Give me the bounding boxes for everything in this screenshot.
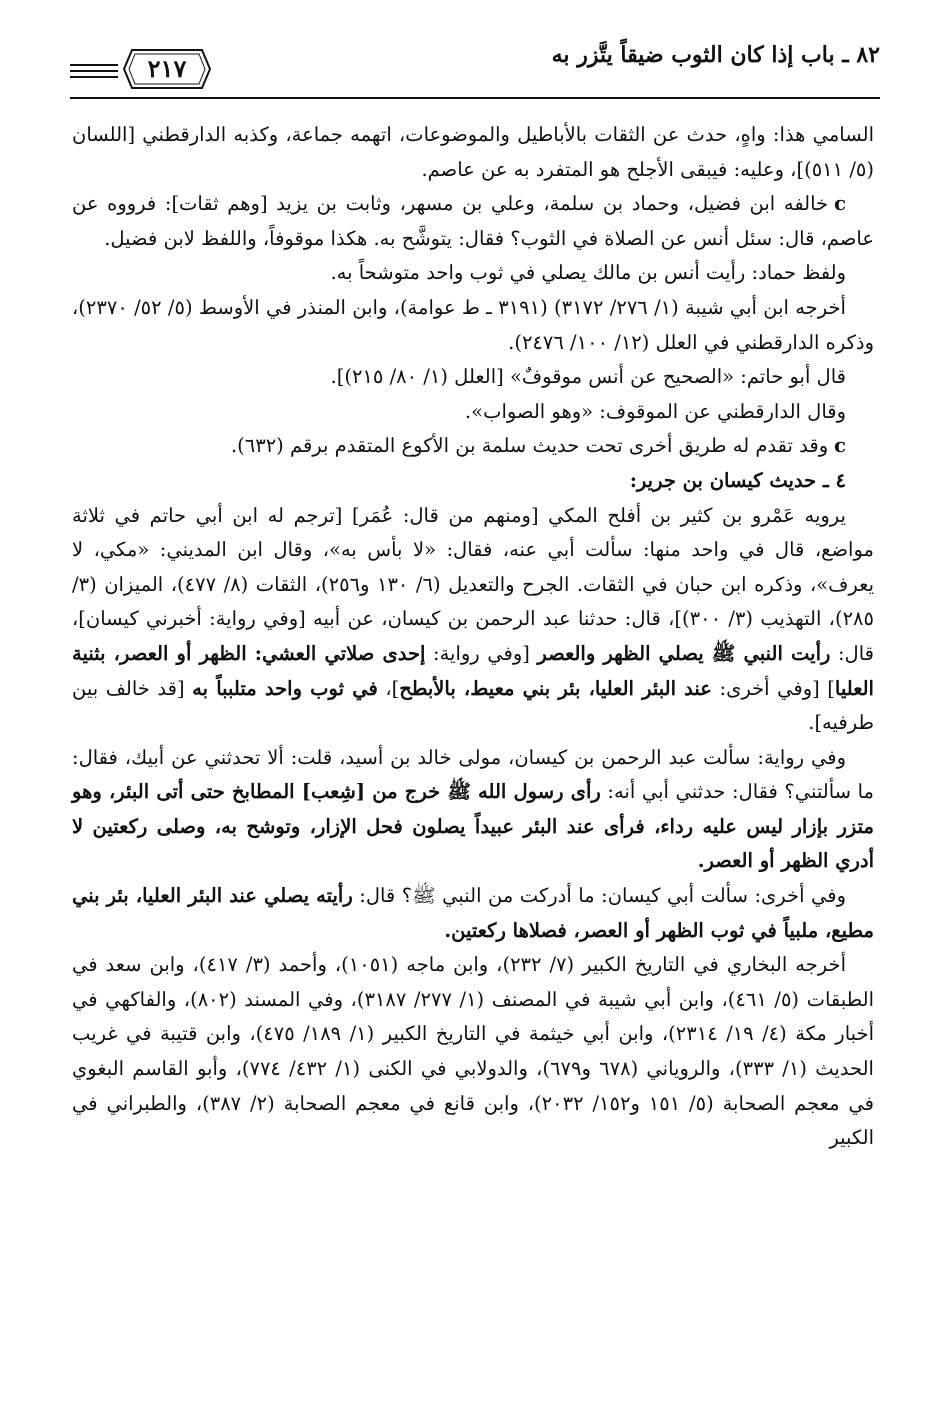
hadith-text: رأيته يصلي عند البئر العليا، بئر بني مطيع، ملبياً في ثوب الظهر أو العصر، فصلاها ركعتين. — [72, 884, 874, 942]
paragraph-text: أخرجه ابن أبي شيبة (١/ ٢٧٦/ ٣١٧٢) (٣١٩١ ـ ط عوامة)، وابن المنذر في الأوسط (٥/ ٥٢/ ٢٣٧٠)، وذكره الدارقطني في العلل (١٢/ ١٠٠/ ٢٤٧٦). — [72, 295, 874, 354]
note-marker-icon: c — [834, 434, 846, 458]
paragraph-text: السامي هذا: واهٍ، حدث عن الثقات بالأباطيل والموضوعات، اتهمه جماعة، وكذبه الدارقطني [اللسان (٥/ ٥١١)]، وعليه: فيبقى الأجلح هو المتفرد به عن عاصم. — [72, 123, 874, 181]
paragraph-text: [قد خالف بين طرفيه]. — [72, 676, 874, 735]
paragraph-text: وقد تقدم له طريق أخرى تحت حديث سلمة بن الأكوع المتقدم برقم (٦٣٢). — [230, 434, 829, 458]
paragraph — [72, 395, 874, 430]
paragraph-text: وقال الدارقطني عن الموقوف: «وهو الصواب». — [464, 399, 846, 423]
paragraph-text: أخرجه البخاري في التاريخ الكبير (٧/ ٢٣٢)، وابن ماجه (١٠٥١)، وأحمد (٣/ ٤١٧)، وابن سعد في الطبقات (٥/ ٤٦١)، وابن أبي شيبة في المصنف (١/ ٢٧٧/ ٣١٨٧)، وفي المسند (٨٠٢)، والفاكهي في أخبار مكة (٤/ ١٩/ ٢٣١٤)، وابن أبي خيثمة في التاريخ الكبير (١/ ١٨٩/ ٤٧٥)، وابن قتيبة في غريب الحديث (١/ ٣٣٣)، والروياني (٦٧٨ و٦٧٩)، والدولابي في الكنى (١/ ٤٣٢/ ٧٧٤)، وأبو القاسم البغوي في معجم الصحابة (٥/ ١٥١ و١٥٢/ ٢٠٣٢)، وابن قانع في معجم الصحابة (٢/ ٣٨٧)، والطبراني في الكبير — [72, 953, 875, 1150]
paragraph-text: [وفي رواية: — [425, 641, 538, 665]
paragraph-text: وفي أخرى: سألت أبي كيسان: ما أدركت من النبي ﷺ؟ قال: — [352, 884, 847, 908]
paragraph-text: وفي رواية: سألت عبد الرحمن بن كيسان، مولى خالد بن أسيد، قلت: ألا تحدثني عن أبيك، فقال: ما سألتني؟ فقال: حدثني أبي أنه: — [72, 745, 874, 804]
paragraph — [72, 879, 874, 948]
note-marker-icon: c — [834, 192, 846, 216]
hadith-text: عند البئر العليا، بئر بني معيط، بالأبطح — [399, 676, 712, 700]
page-number-frame — [122, 48, 212, 90]
page-number-ornament — [70, 48, 220, 92]
paragraph — [72, 499, 874, 741]
paragraph-text: ]، — [377, 676, 400, 700]
paragraph — [72, 256, 874, 291]
hadith-text: إحدى صلاتي العشي: الظهر أو العصر، بثنية العليا — [72, 641, 874, 700]
paragraph — [72, 948, 874, 1156]
hadith-text: رأى رسول الله ﷺ خرج من [شِعب] المطابخ حتى أتى البئر، وهو متزر بإزار ليس عليه رداء، فرأى عند البئر عبيداً يصلون فحل الإزار، وتوشح به، وصلى ركعتين لا أدري الظهر أو العصر. — [72, 780, 874, 873]
main-text — [72, 118, 874, 1156]
paragraph — [72, 187, 874, 256]
hadith-text: رأيت النبي ﷺ يصلي الظهر والعصر — [537, 641, 831, 665]
paragraph — [72, 741, 874, 879]
paragraph — [72, 360, 874, 395]
hadith-text: في ثوب واحد متلبباً به — [192, 676, 378, 700]
chapter-title: ٨٢ ـ باب إذا كان الثوب ضيقاً يتَّزر به — [551, 42, 880, 68]
paragraph-text: قال أبو حاتم: «الصحيح عن أنس موقوفٌ» [العلل (١/ ٨٠/ ٢١٥)]. — [330, 365, 846, 389]
page-header — [70, 38, 880, 98]
paragraph — [72, 291, 874, 360]
decorative-lines — [70, 64, 118, 82]
header-rule — [70, 97, 880, 99]
paragraph-text: ولفظ حماد: رأيت أنس بن مالك يصلي في ثوب واحد متوشحاً به. — [330, 261, 846, 285]
paragraph-text: ٤ ـ حديث كيسان بن جرير: — [629, 468, 846, 492]
paragraph-text: خالفه ابن فضيل، وحماد بن سلمة، وعلي بن مسهر، وثابت بن يزيد [وهم ثقات]: فرووه عن عاصم، قال: سئل أنس عن الصلاة في الثوب؟ فقال: يتوشَّح به. هكذا موقوفاً، واللفظ لابن فضيل. — [72, 192, 874, 250]
paragraph — [72, 118, 874, 187]
paragraph-text: ] [وفي أخرى: — [711, 676, 835, 700]
paragraph — [72, 429, 874, 464]
page-number: ٢١٧ — [147, 54, 187, 83]
paragraph-text: يرويه عَمْرو بن كثير بن أفلح المكي [ومنهم من قال: عُمَر] [ترجم له ابن أبي حاتم في ثلاثة مواضع، قال في واحد منها: سألت أبي عنه، فقال: «لا بأس به»، وقال ابن المديني: «مكي، لا يعرف»، وذكره ابن حبان في الثقات. الجرح والتعديل (٦/ ١٣٠ و٢٥٦)، الثقات (٨/ ٤٧٧)، الميزان (٣/ ٢٨٥)، التهذيب (٣/ ٣٠٠)]، قال: حدثنا عبد الرحمن بن كيسان، عن أبيه [وفي رواية: أخبرني كيسان]، قال: — [72, 503, 874, 665]
section-heading — [72, 464, 874, 499]
